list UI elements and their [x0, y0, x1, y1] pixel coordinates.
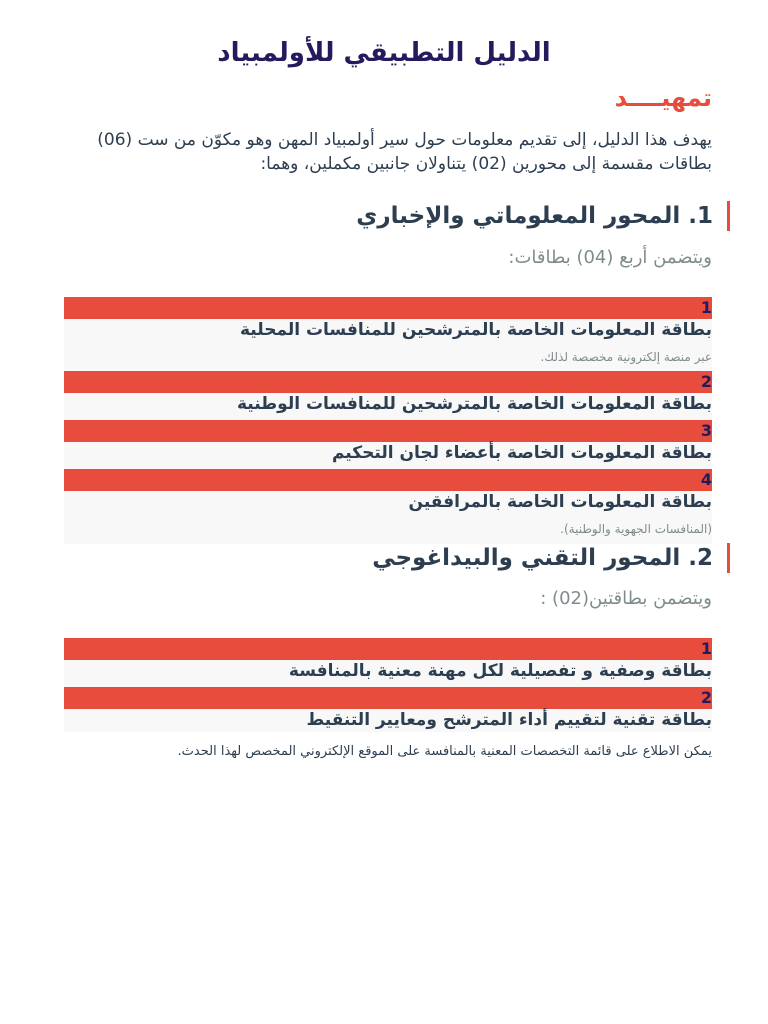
- footer-note: يمكن الاطلاع على قائمة التخصصات المعنية بالمنافسة على الموقع الإلكتروني المخصص لهذا الحدث.: [177, 744, 712, 759]
- card-number: 2: [64, 371, 712, 393]
- card-title: بطاقة المعلومات الخاصة بالمرافقين: [408, 492, 712, 512]
- section-2-heading: 2. المحور التقني والبيداغوجي: [372, 543, 730, 573]
- card-title: بطاقة المعلومات الخاصة بالمترشحين للمنافسات الوطنية: [236, 394, 712, 414]
- document-title: الدليل التطبيقي للأولمبياد: [217, 38, 551, 68]
- card-item: [64, 297, 712, 371]
- card-title: بطاقة المعلومات الخاصة بأعضاء لجان التحكيم: [331, 443, 712, 463]
- card-number: 1: [64, 297, 712, 319]
- intro-paragraph: يهدف هذا الدليل، إلى تقديم معلومات حول سير أولمبياد المهن وهو مكوّن من ست (06) بطاقات مقسمة إلى محورين (02) يتناولان جانبين مكملين، وهما:: [97, 130, 712, 174]
- card-note: (المنافسات الجهوية والوطنية).: [560, 522, 712, 536]
- section-1-subtitle: ويتضمن أربع (04) بطاقات:: [508, 247, 712, 268]
- card-item: [64, 638, 712, 687]
- card-item: [64, 469, 712, 544]
- card-item: [64, 420, 712, 469]
- card-number: 2: [64, 687, 712, 709]
- card-number: 4: [64, 469, 712, 491]
- card-title: بطاقة وصفية و تفصيلية لكل مهنة معنية بالمنافسة: [288, 661, 712, 681]
- section-2-card-list: [64, 638, 712, 732]
- card-number: 1: [64, 638, 712, 660]
- card-note: عبر منصة إلكترونية مخصصة لذلك.: [540, 350, 712, 364]
- section-1-heading: 1. المحور المعلوماتي والإخباري: [356, 201, 730, 231]
- card-title: بطاقة تقنية لتقييم أداء المترشح ومعايير التنقيط: [306, 710, 712, 730]
- card-item: [64, 687, 712, 732]
- card-item: [64, 371, 712, 420]
- section-2-subtitle: ويتضمن بطاقتين(02) :: [540, 588, 712, 609]
- card-number: 3: [64, 420, 712, 442]
- card-title: بطاقة المعلومات الخاصة بالمترشحين للمنافسات المحلية: [240, 320, 712, 340]
- section-1-card-list: [64, 297, 712, 544]
- intro-heading: تمهيــــد: [614, 84, 712, 112]
